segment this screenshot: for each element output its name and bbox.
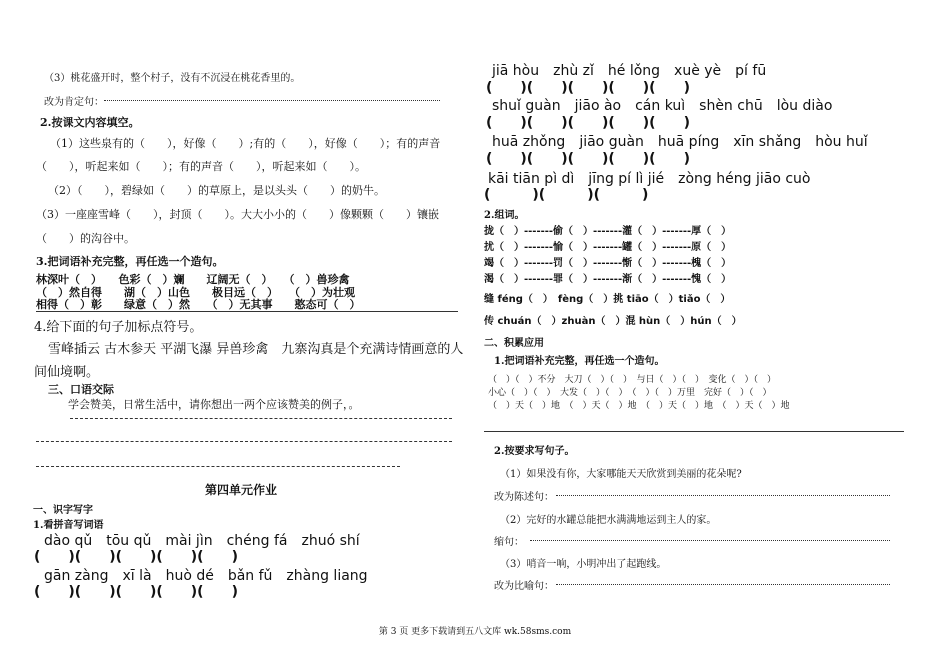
left-sentence-3: （3）桃花盛开时，整个村子，没有不沉浸在桃花香里的。	[44, 73, 301, 84]
punctuation-line-2: 间仙境啊。	[34, 365, 100, 380]
page-footer: 第 3 页 更多下载请到五八文库 wk.58sms.com	[378, 627, 572, 637]
bracket-row: ( )( )( )( )( )	[486, 115, 690, 131]
pinyin-row: shuǐ guàn jiāo ào cán kuì shèn chū lòu diào	[492, 98, 833, 114]
idiom-task-heading: 1.把词语补充完整，再任选一个造句。	[494, 356, 665, 367]
polyphone-row-2: 传 chuán（ ）zhuàn（ ）混 hùn（ ）hún（ ）	[484, 316, 742, 327]
fill-line-4: （3）一座座雪峰（ ），封顶（ ）。大大小小的（ ）像颗颗（ ）镶嵌	[36, 208, 439, 221]
pinyin-row: huā zhǒng jiāo guàn huā píng xīn shǎng hòu huǐ	[492, 134, 868, 150]
polyphone-row-1: 缝 féng（ ） fèng（ ）挑 tiāo（ ）tiǎo（ ）	[484, 294, 731, 305]
oral-prompt: 学会赞美，日常生活中，请你想出一两个应该赞美的例子，。	[68, 398, 360, 411]
fill-line-2: （ ），听起来如（ ）；有的声音（ ），听起来如（ ）。	[36, 160, 366, 173]
pinyin-row: dào qǔ tōu qǔ mài jìn chéng fá zhuó shí	[44, 533, 360, 549]
idiom-row-2: 小心（ ）（ ） 大发（ ）（ ） （ ）（ ）万里 完好（ ）（ ）	[488, 388, 772, 398]
idiom-row-3: （ ）天（ ）地 （ ）天（ ）地 （ ）天（ ）地 （ ）天（ ）地	[488, 401, 790, 411]
answer-line	[530, 540, 890, 541]
declarative-label: 改为陈述句：	[494, 492, 554, 503]
fill-line-5: （ ）的沟谷中。	[36, 232, 135, 245]
word-group-heading: 2.组词。	[484, 210, 525, 221]
divider	[36, 311, 458, 312]
pinyin-task-heading: 1.看拼音写词语	[33, 520, 104, 531]
word-group-row-1: 拢（ ）-------偷（ ）-------灌（ ）-------厚（ ）	[484, 226, 732, 237]
answer-line	[556, 584, 890, 585]
unit-title: 第四单元作业	[205, 483, 278, 497]
word-row-3: 相得（ ）彰 绿意（ ）然 （ ）无其事 憨态可（ ）	[36, 298, 361, 311]
sentence-2: （2）完好的水罐总能把水满满地运到主人的家。	[500, 515, 717, 526]
shorten-label: 缩句：	[494, 537, 524, 548]
sentence-1: （1）如果没有你，大家哪能天天欣赏到美丽的花朵呢?	[500, 469, 742, 480]
word-group-row-4: 渴（ ）-------罪（ ）-------渐（ ）-------愧（ ）	[484, 274, 732, 285]
section-heading-accumulate: 二、积累应用	[484, 338, 544, 349]
bracket-row: ( )( )( )( )( )	[486, 151, 690, 167]
oral-heading: 三、口语交际	[48, 383, 114, 396]
answer-line	[556, 495, 890, 496]
bracket-row: ( )( )( )( )( )	[34, 584, 238, 600]
pinyin-row: gān zàng xī là huò dé bǎn fǔ zhàng liang	[44, 568, 368, 584]
pinyin-row: jiā hòu zhù zǐ hé lǒng xuè yè pí fū	[492, 63, 767, 79]
answer-line	[36, 466, 400, 467]
answer-line	[104, 100, 440, 101]
answer-line	[36, 441, 452, 442]
bracket-row: ( )( )( )( )( )	[486, 80, 690, 96]
sentence-3: （3）哨音一响，小明冲出了起跑线。	[500, 559, 667, 570]
bracket-row: ( )( )( )	[484, 187, 649, 203]
fill-line-1: （1）这些泉有的（ ），好像（ ）;有的（ ），好像（ ）；有的声音	[50, 137, 441, 150]
sentence-task-heading: 2.按要求写句子。	[494, 446, 575, 457]
divider	[484, 431, 904, 432]
section-heading-1: 一、识字写字	[33, 505, 93, 516]
answer-line	[70, 418, 452, 419]
section-heading-2: 2.按课文内容填空。	[40, 116, 140, 129]
pinyin-row: kāi tiān pì dì jīng pí lì jié zòng héng jiāo cuò	[488, 171, 811, 187]
word-group-row-2: 扰（ ）-------愉（ ）-------罐（ ）-------原（ ）	[484, 242, 732, 253]
section-heading-4: 4.给下面的句子加标点符号。	[34, 320, 203, 335]
punctuation-line-1: 雪峰插云 古木参天 平湖飞瀑 异兽珍禽 九寨沟真是个充满诗情画意的人	[48, 342, 464, 357]
metaphor-label: 改为比喻句：	[494, 581, 554, 592]
fill-line-3: （2）（ ），碧绿如（ ）的草原上，是以头头（ ）的奶牛。	[48, 184, 385, 197]
section-heading-3: 3.把词语补充完整，再任选一个造句。	[36, 255, 224, 268]
bracket-row: ( )( )( )( )( )	[34, 549, 238, 565]
word-row-2: （ ）然自得 湖（ ）山色 极目远（ ） （ ）为壮观	[36, 286, 355, 299]
affirmative-label: 改为肯定句：	[44, 97, 104, 108]
word-row-1: 林深叶（ ） 色彩（ ）斓 辽阔无（ ） （ ）兽珍禽	[36, 273, 350, 286]
idiom-row-1: （ ）（ ）不分 大刀（ ）（ ） 与日（ ）（ ） 变化（ ）（ ）	[488, 375, 777, 385]
word-group-row-3: 竭（ ）-------罚（ ）-------惭（ ）-------槐（ ）	[484, 258, 732, 269]
